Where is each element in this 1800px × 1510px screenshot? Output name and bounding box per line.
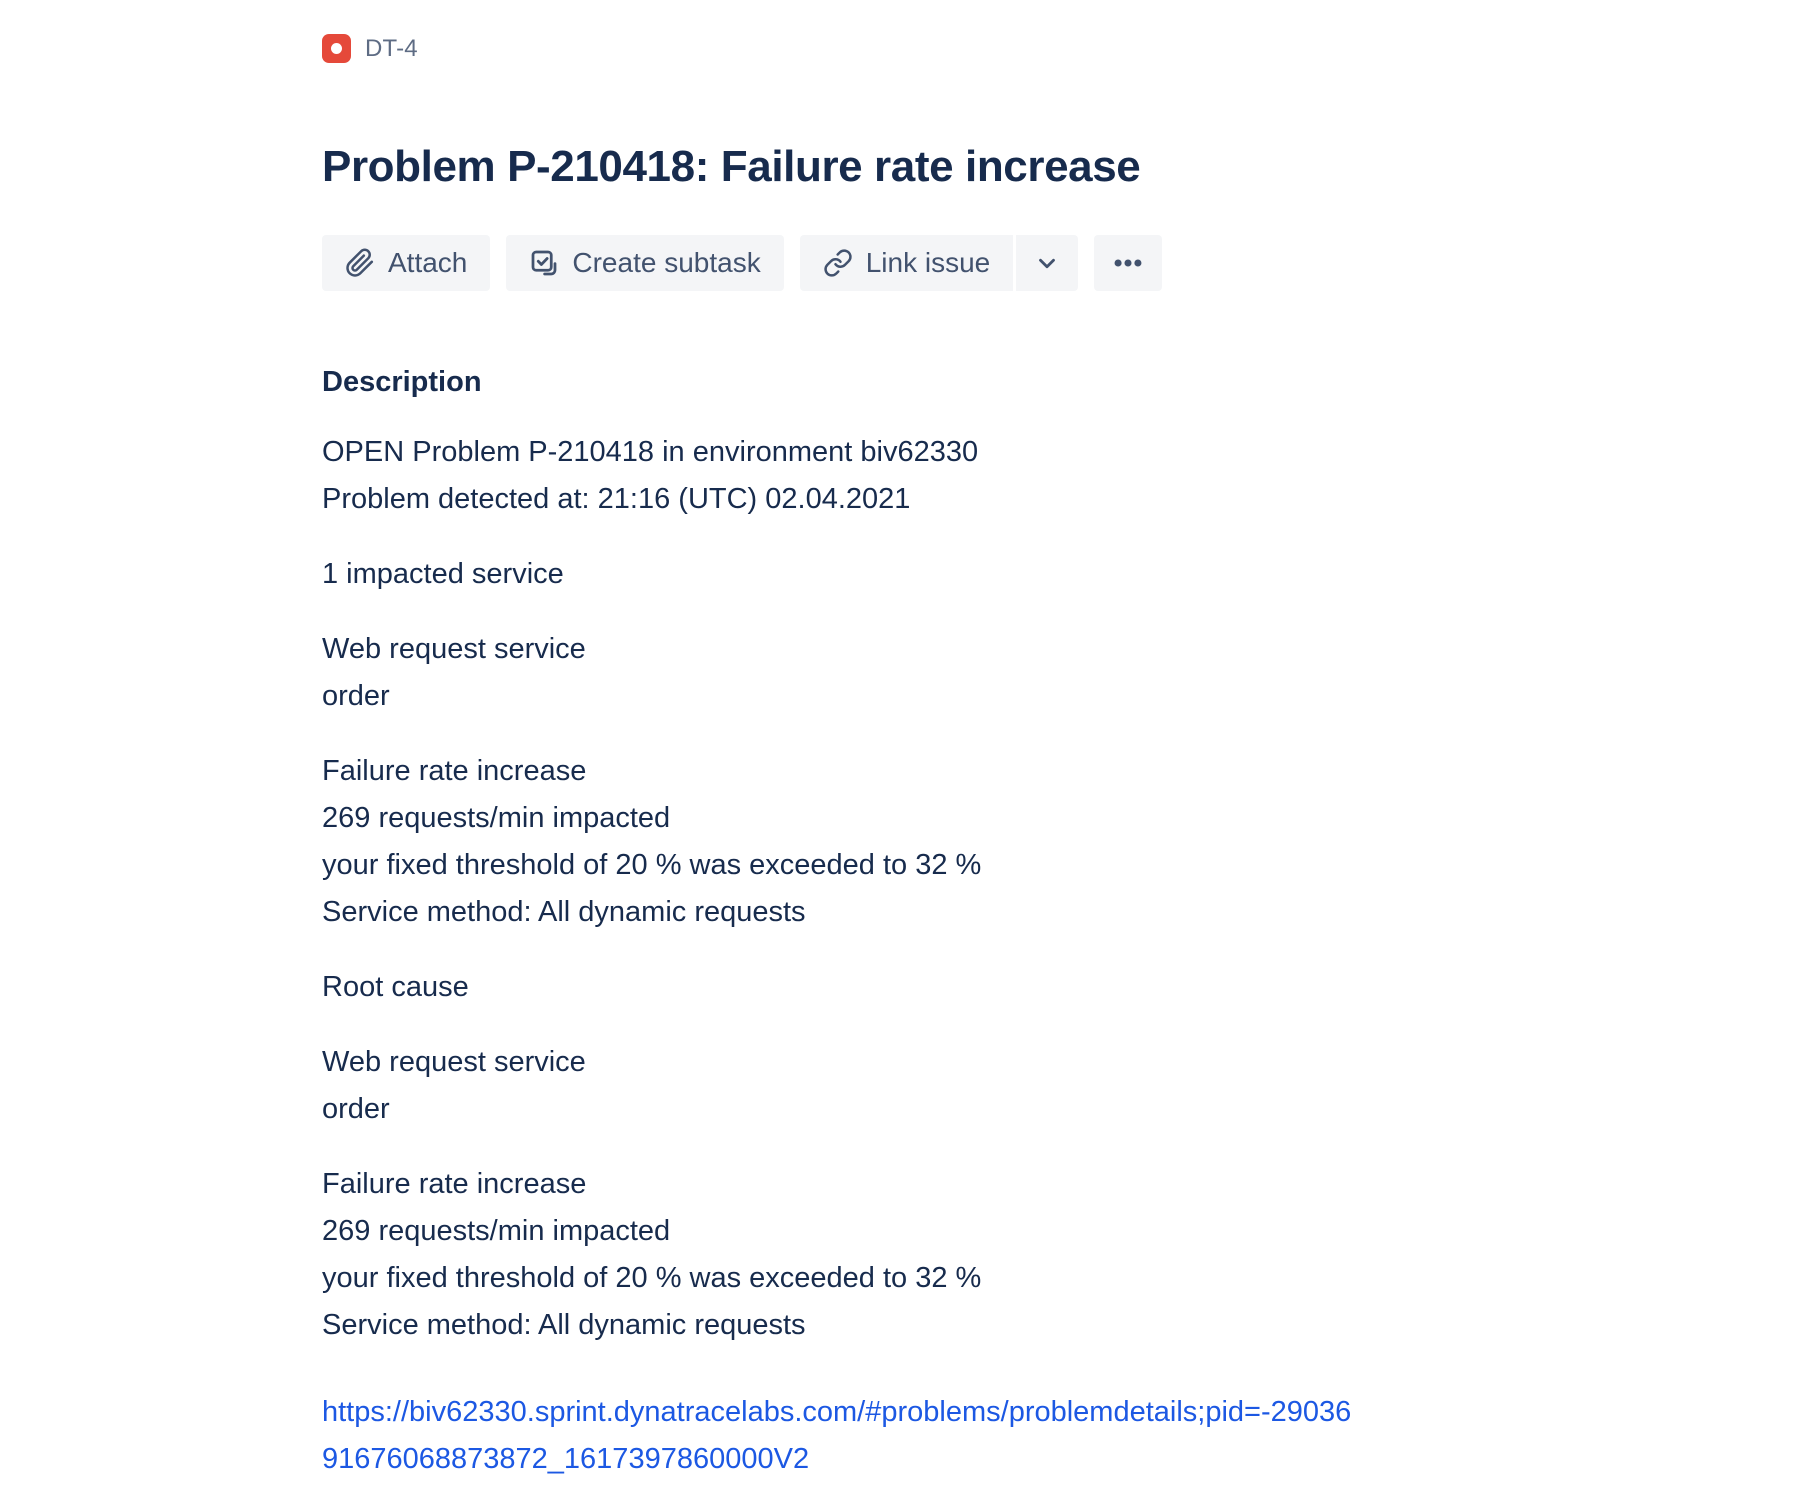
attach-button[interactable] (322, 235, 490, 291)
description-line: Problem detected at: 21:16 (UTC) 02.04.2021 (322, 483, 911, 515)
problem-details-link-line: https://biv62330.sprint.dynatracelabs.com/#problems/problemdetails;pid=-29036 (322, 1396, 1352, 1428)
link-issue-split-button (800, 235, 1079, 291)
breadcrumb[interactable] (322, 34, 1580, 63)
chain-link-icon (823, 248, 853, 278)
description-line: Failure rate increase (322, 1168, 587, 1200)
description-line: order (322, 680, 390, 712)
description-section (322, 363, 1537, 1483)
description-line: Web request service (322, 1046, 586, 1078)
description-heading: Description (322, 366, 482, 398)
link-issue-button[interactable] (800, 235, 1014, 291)
description-paragraph (322, 1039, 1537, 1133)
paperclip-icon (345, 248, 375, 278)
description-line: Failure rate increase (322, 755, 587, 787)
attach-label: Attach (388, 247, 468, 278)
bug-icon-dot (331, 43, 342, 54)
issue-key-link[interactable]: DT-4 (365, 34, 418, 62)
ellipsis-icon (1111, 246, 1145, 280)
description-line: Service method: All dynamic requests (322, 896, 806, 928)
link-issue-label: Link issue (865, 247, 991, 278)
chevron-down-icon (1034, 250, 1060, 276)
description-paragraph (322, 1161, 1537, 1349)
description-line: Web request service (322, 633, 586, 665)
description-paragraph (322, 964, 1537, 1011)
description-line: OPEN Problem P-210418 in environment biv62330 (322, 436, 979, 468)
bug-icon (322, 34, 351, 63)
description-body (322, 429, 1537, 1349)
problem-details-link[interactable] (322, 1389, 1537, 1483)
description-line: 269 requests/min impacted (322, 802, 671, 834)
description-paragraph (322, 551, 1537, 598)
create-subtask-label: Create subtask (572, 247, 761, 278)
toolbar (322, 235, 1580, 291)
description-line: 269 requests/min impacted (322, 1215, 671, 1247)
description-paragraph (322, 626, 1537, 720)
subtask-checkbox-icon (529, 248, 559, 278)
link-issue-dropdown-button[interactable] (1016, 235, 1078, 291)
more-actions-button[interactable] (1094, 235, 1162, 291)
description-line: your fixed threshold of 20 % was exceeded to 32 % (322, 849, 982, 881)
description-line: your fixed threshold of 20 % was exceeded to 32 % (322, 1262, 982, 1294)
description-line: 1 impacted service (322, 558, 564, 590)
create-subtask-button[interactable] (506, 235, 783, 291)
description-paragraph (322, 748, 1537, 936)
problem-details-link-line: 91676068873872_1617397860000V2 (322, 1443, 810, 1475)
description-line: Root cause (322, 971, 469, 1003)
description-paragraph (322, 429, 1537, 523)
page-title: Problem P-210418: Failure rate increase (322, 142, 1141, 191)
description-line: Service method: All dynamic requests (322, 1309, 806, 1341)
description-line: order (322, 1093, 390, 1125)
